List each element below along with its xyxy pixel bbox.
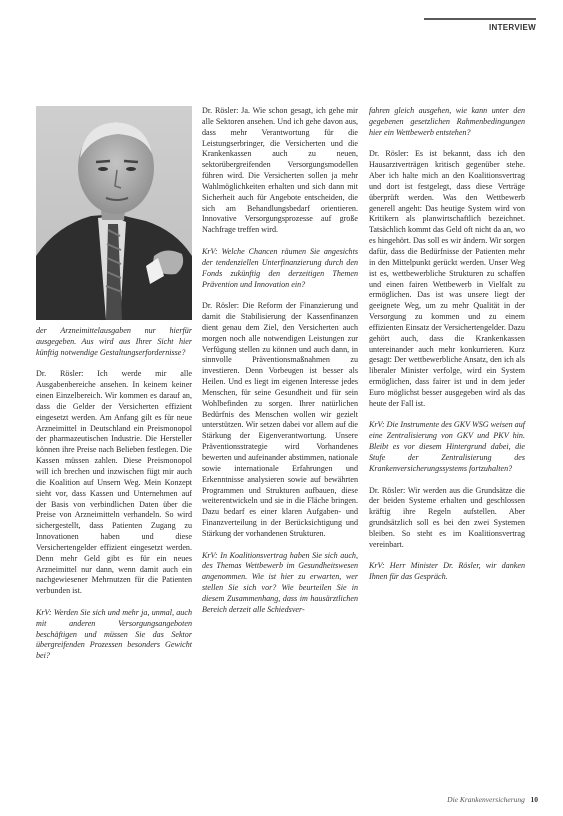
answer-paragraph: Dr. Rösler: Wir werden aus die Grundsätze die der beiden Systeme erhalten und geschlossen kräftig ihre Regeln aufstellen. Aber grundsätzlich soll es bei den zwei Systemen bleiben. So steht es im Koalitionsvertrag vereinbart. bbox=[369, 485, 525, 549]
section-label: INTERVIEW bbox=[488, 23, 536, 32]
question-paragraph: fahren gleich ausgehen, wie kann unter den gegebenen gesetzlichen Rahmenbedingungen hier ein Wettbewerb entstehen? bbox=[369, 106, 525, 137]
answer-paragraph: Dr. Rösler: Ja. Wie schon gesagt, ich gehe mir alle Sektoren ansehen. Und ich gehe davon aus, dass mehr Verantwortung für die Leistungserbringer, die Versicherten und die Krankenkassen auch zu neuen, sektorübergreifenden Versorgungsmodellen führen wird. Die Versicherten sollen ja mehr Wahlmöglichkeiten erhalten und sich dann mit Sicherheit auch für Angebote entscheiden, die sich am Behandlungsbedarf orientieren. Innovative Versorgungsprozesse auf große Nachfrage treffen wird. bbox=[202, 106, 358, 235]
text-column-3 bbox=[369, 106, 525, 594]
page-number: 10 bbox=[530, 795, 538, 804]
text-column-1 bbox=[36, 326, 192, 673]
question-paragraph: KrV: Welche Chancen räumen Sie angesichts der tendenziellen Unterfinanzierung durch den Fonds zukünftig den derzeitigen Themen Prävention und Innovation ein? bbox=[202, 246, 358, 289]
answer-paragraph: Dr. Rösler: Es ist bekannt, dass ich den Hausarztverträgen kritisch gegenüber stehe. Aber ich halte mich an den Koalitionsvertrag und dort ist festgelegt, dass diese Verträge überprüft werden. Was den Wettbewerb generell angeht: Das heutige System wird von Kritikern als planwirtschaftlich bezeichnet. Tatsächlich kommt das Geld oft nicht da an, wo es hingehört. Das soll es wir ändern. Wir sorgen dafür, dass die Bedürfnisse der Patienten mehr in den Mittelpunkt gerückt werden. Unser Weg ist es, wettbewerbliche Strukturen zu schaffen und einen fairen Wettbewerb in Vielfalt zu ermöglichen. Das ist was unsere liegt der geeignete Weg, um zu mehr Qualität in der Versorgung zu kommen und zu einem effizienten Einsatz der Versichertengelder. Dazu gehört auch, dass die Krankenkassen untereinander auch mehr konkurrieren. Kurz gesagt: Der wettbewerbliche Ansatz, den ich als liberaler Minister verfolge, wird ein System ermöglichen, dass fairer ist und in dem jeder Euro möglichst besser ausgegeben wird als das heute der Fall ist. bbox=[369, 149, 525, 408]
page-footer bbox=[398, 795, 538, 804]
publication-name: Die Krankenversicherung bbox=[447, 795, 525, 804]
question-paragraph: KrV: Werden Sie sich und mehr ja, unmal, auch mit anderen Versorgungsangeboten beschäftigen und müssen Sie das Sektor übergreifenden Prozessen besonders Gewicht bei? bbox=[36, 607, 192, 661]
question-paragraph: der Arzneimittelausgaben nur hierfür ausgegeben. Aus wird aus Ihrer Sicht hier künftig notwendige Gestaltungserfordernisse? bbox=[36, 326, 192, 357]
question-paragraph: KrV: Die Instrumente des GKV WSG weisen auf eine Zentralisierung von GKV und PKV hin. Bleibt es vor diesem Hintergrund dabei, die Stufe der Zentralisierung des Krankenversicherungssystems fortzuhalten? bbox=[369, 420, 526, 473]
question-paragraph: KrV: In Koalitionsvertrag haben Sie sich auch, des Themas Wettbewerb im Gesundheitswesen angenommen. Wie ist hier zu erwarten, wer stellen Sie sich vor? Wie beurteilen Sie in diesem Zusammenhang, dass im hausärztlichen Bereich derzeit alle Schiedsver- bbox=[202, 550, 358, 614]
header-rule bbox=[424, 18, 536, 20]
interview-photo bbox=[36, 106, 192, 320]
text-column-2 bbox=[202, 106, 358, 627]
portrait-image bbox=[36, 106, 192, 320]
question-paragraph: KrV: Herr Minister Dr. Rösler, wir danken Ihnen für das Gespräch. bbox=[369, 561, 525, 582]
answer-paragraph: Dr. Rösler: Die Reform der Finanzierung und damit die Stabilisierung der Kassenfinanzen dient genau dem Ziel, den Versicherten auch morgen noch alle notwendigen Leistungen zur Verfügung stellen zu können und auch dann, in sinnvolle Präventionsmaßnahmen zu investieren. Denn Vorbeugen ist besser als Heilen. Und es liegt im eigenen Interesse jedes Menschen, für seine Gesundheit und für sein Wohlbefinden zu sorgen. Ihrer natürlichen Bedürfnis des Menschen wollen wir gezielt unterstützen. Wir setzen dabei vor allem auf die Stärkung der Eigenverantwortung. Unsere Präventionsstrategie wird Vorhandenes bewerten und aufeinander abstimmen, nationale sowie internationale Erfahrungen und Erkenntnisse analysieren sowie auf bewährten Programmen und Strukturen aufbauen, diese weiterentwickeln und sie in die Fläche bringen. Dazu bedarf es einer klaren Aufgaben- und Finanzverteilung in der Berücksichtigung und Stärkung der vorhandenen Strukturen. bbox=[202, 301, 358, 538]
answer-paragraph: Dr. Rösler: Ich werde mir alle Ausgabenbereiche ansehen. In keinem keiner einen Einzelbereich. Wir kommen es darauf an, dass die Gelder der Versicherten effizient eingesetzt werden. Am Anfang gilt es für neue Arzneimittel in Deutschland ein Preismonopol der pharmazeutischen Industrie. Die Hersteller können ihre Preise nach Belieben festlegen. Die Kassen müssen zahlen. Diese Preismonopol will ich brechen und inzwischen fügt mir auch die Koalition auf Unsern Weg. Mein Konzept sieht vor, dass Kassen und Unternehmen auf der Basis von verbindlichen Daten über die Preise von Arzneimitteln verhandeln. So wird sichergestellt, dass Patienten Zugang zu Innovationen haben und diese Versichertengelder effizient eingesetzt werden. Denn mehr Geld gibt es für ein neues Arzneimittel nur dann, wenn damit auch ein nachgewiesener Mehrnutzen für die Patienten verbunden ist. bbox=[36, 369, 192, 596]
